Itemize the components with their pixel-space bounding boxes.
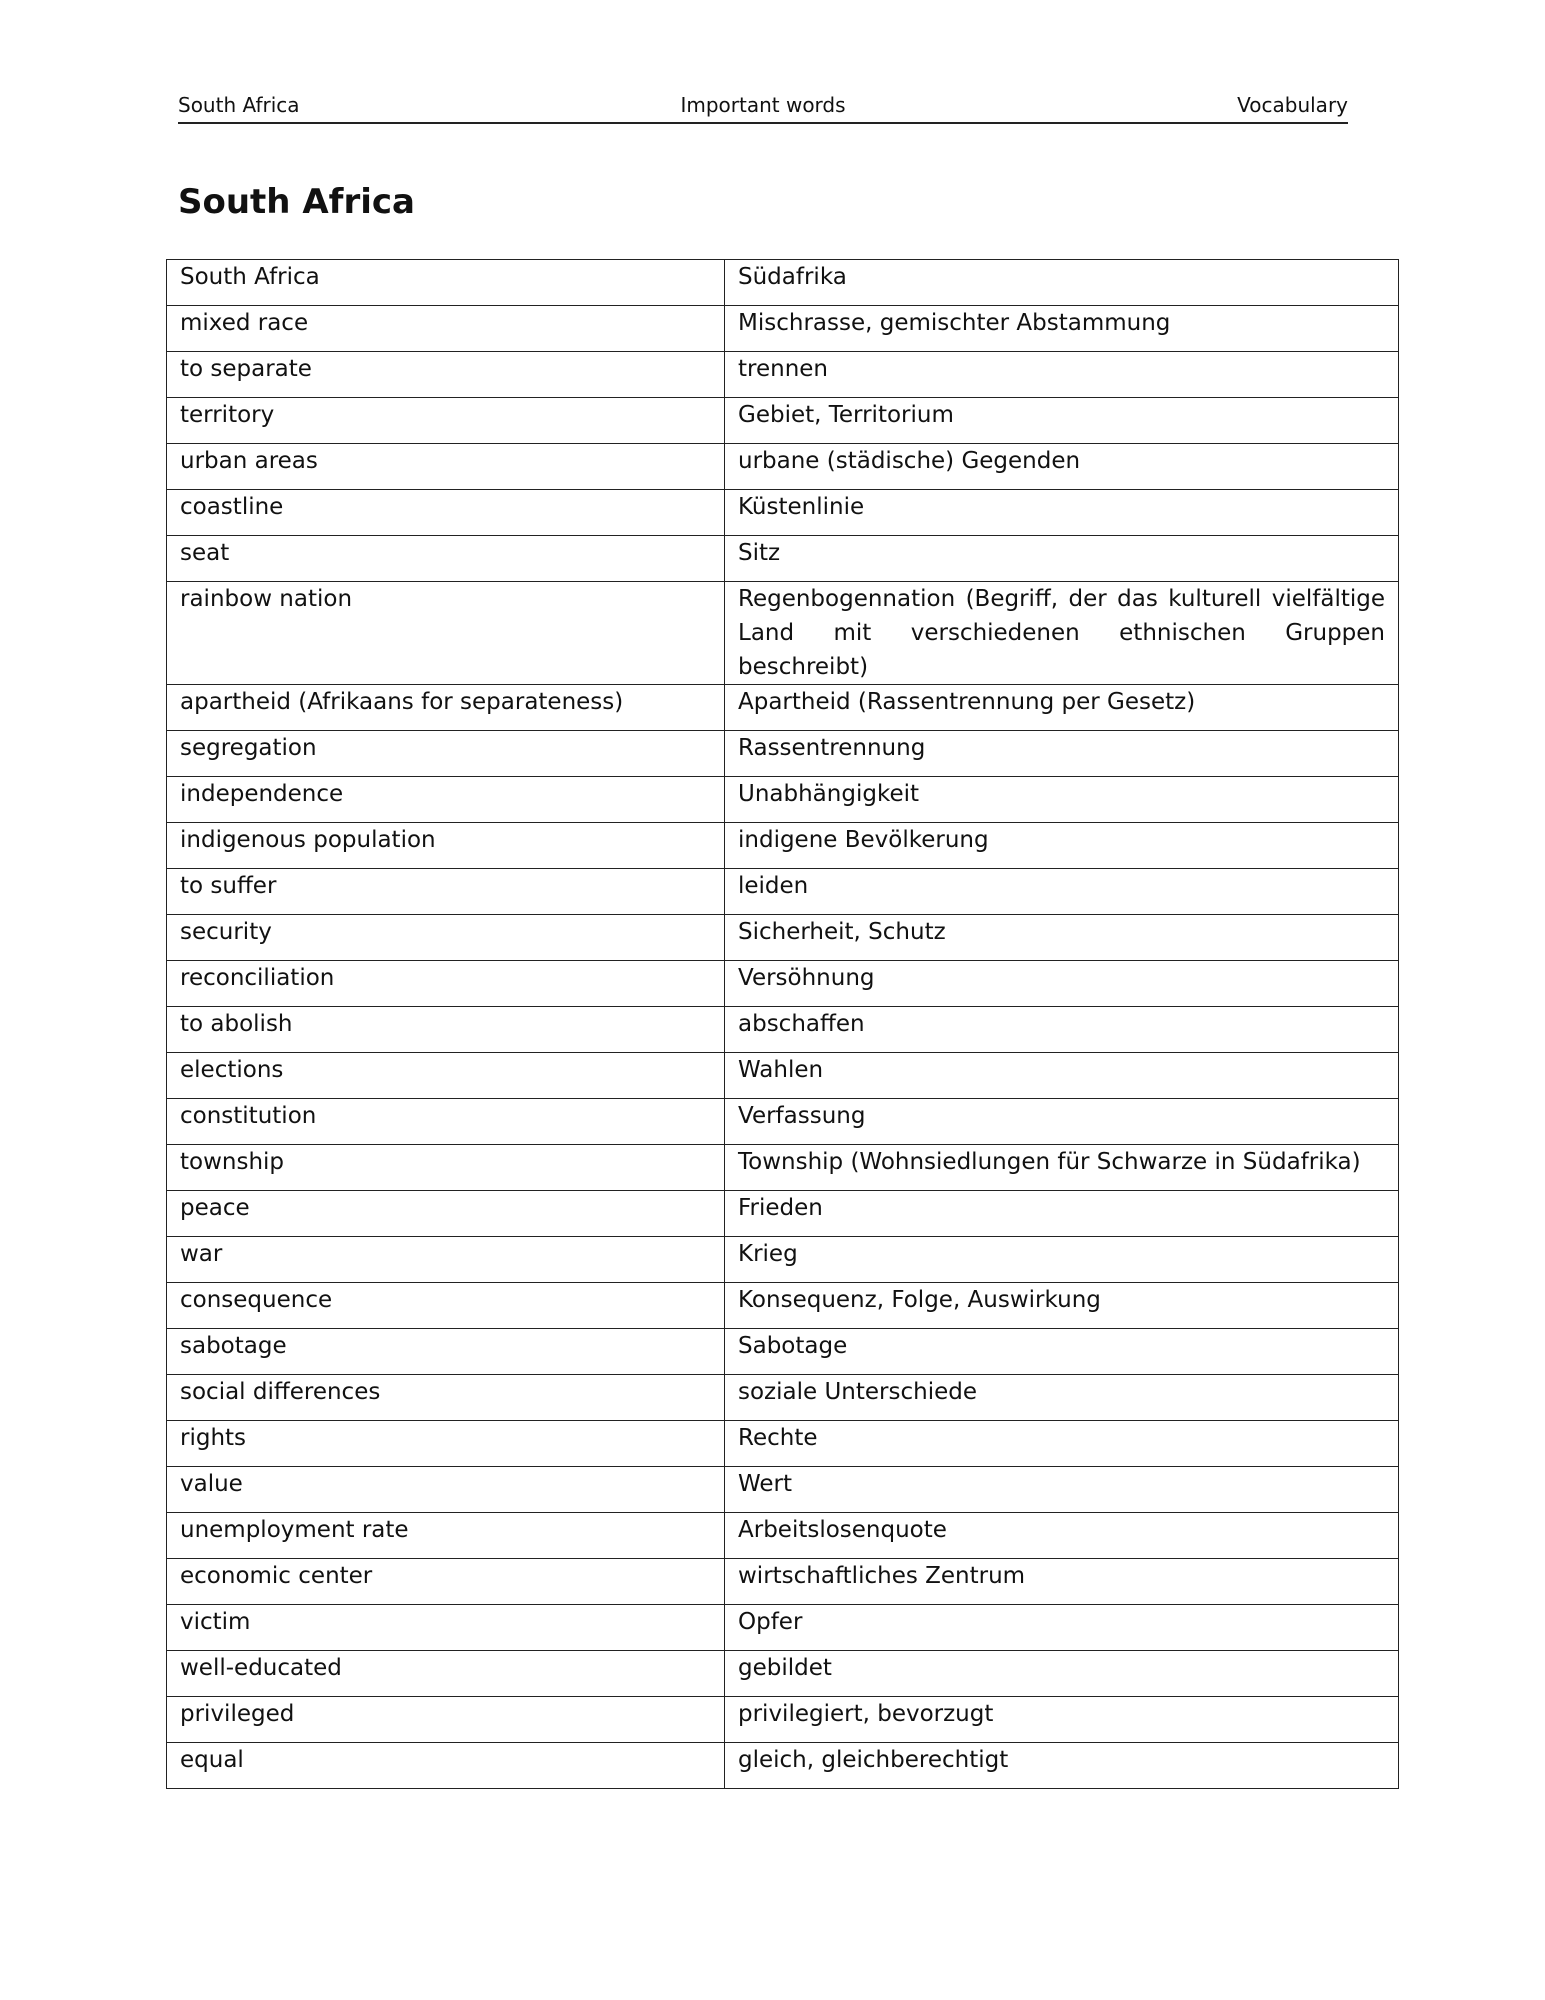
english-term: territory: [167, 398, 725, 444]
header-left-text: South Africa: [178, 93, 300, 117]
table-row: [167, 777, 1399, 823]
german-translation: indigene Bevölkerung: [725, 823, 1399, 869]
german-translation: Apartheid (Rassentrennung per Gesetz): [725, 685, 1399, 731]
table-row: [167, 1743, 1399, 1789]
english-term: to separate: [167, 352, 725, 398]
english-term: peace: [167, 1191, 725, 1237]
english-term: rainbow nation: [167, 582, 725, 685]
table-row: [167, 915, 1399, 961]
page-title: South Africa: [178, 182, 415, 222]
english-term: coastline: [167, 490, 725, 536]
english-term: constitution: [167, 1099, 725, 1145]
german-translation: Verfassung: [725, 1099, 1399, 1145]
german-translation: Frieden: [725, 1191, 1399, 1237]
page-header: [178, 90, 1348, 124]
table-row: [167, 869, 1399, 915]
english-term: security: [167, 915, 725, 961]
english-term: to abolish: [167, 1007, 725, 1053]
table-row: [167, 1421, 1399, 1467]
table-row: [167, 1513, 1399, 1559]
vocabulary-table-body: [167, 260, 1399, 1789]
english-term: value: [167, 1467, 725, 1513]
german-translation: Krieg: [725, 1237, 1399, 1283]
table-row: [167, 961, 1399, 1007]
english-term: war: [167, 1237, 725, 1283]
table-row: [167, 536, 1399, 582]
german-translation: Mischrasse, gemischter Abstammung: [725, 306, 1399, 352]
table-row: [167, 1283, 1399, 1329]
german-translation: privilegiert, bevorzugt: [725, 1697, 1399, 1743]
german-translation: abschaffen: [725, 1007, 1399, 1053]
table-row: [167, 490, 1399, 536]
english-term: rights: [167, 1421, 725, 1467]
german-translation: Küstenlinie: [725, 490, 1399, 536]
german-translation: Wahlen: [725, 1053, 1399, 1099]
german-translation: Opfer: [725, 1605, 1399, 1651]
english-term: urban areas: [167, 444, 725, 490]
english-term: township: [167, 1145, 725, 1191]
english-term: indigenous population: [167, 823, 725, 869]
table-row: [167, 823, 1399, 869]
german-translation: Arbeitslosenquote: [725, 1513, 1399, 1559]
english-term: South Africa: [167, 260, 725, 306]
german-translation: Sabotage: [725, 1329, 1399, 1375]
english-term: seat: [167, 536, 725, 582]
english-term: segregation: [167, 731, 725, 777]
table-row: [167, 1237, 1399, 1283]
table-row: [167, 352, 1399, 398]
table-row: [167, 1651, 1399, 1697]
table-row: [167, 1329, 1399, 1375]
german-translation: Sitz: [725, 536, 1399, 582]
german-translation: wirtschaftliches Zentrum: [725, 1559, 1399, 1605]
header-right-text: Vocabulary: [1237, 93, 1348, 117]
german-translation: soziale Unterschiede: [725, 1375, 1399, 1421]
table-row: [167, 1375, 1399, 1421]
table-row: [167, 260, 1399, 306]
table-row: [167, 1191, 1399, 1237]
german-translation: leiden: [725, 869, 1399, 915]
english-term: social differences: [167, 1375, 725, 1421]
table-row: [167, 398, 1399, 444]
german-translation: gebildet: [725, 1651, 1399, 1697]
german-translation: urbane (städische) Gegenden: [725, 444, 1399, 490]
english-term: to suffer: [167, 869, 725, 915]
english-term: reconciliation: [167, 961, 725, 1007]
german-translation: Sicherheit, Schutz: [725, 915, 1399, 961]
english-term: elections: [167, 1053, 725, 1099]
german-translation: Versöhnung: [725, 961, 1399, 1007]
table-row: [167, 685, 1399, 731]
german-translation: Rechte: [725, 1421, 1399, 1467]
table-row: [167, 1145, 1399, 1191]
english-term: sabotage: [167, 1329, 725, 1375]
english-term: equal: [167, 1743, 725, 1789]
header-center-text: Important words: [680, 93, 846, 117]
german-translation: trennen: [725, 352, 1399, 398]
table-row: [167, 1007, 1399, 1053]
german-translation: Wert: [725, 1467, 1399, 1513]
german-translation: gleich, gleichberechtigt: [725, 1743, 1399, 1789]
table-row: [167, 444, 1399, 490]
german-translation: Regenbogennation (Begriff, der das kulturell vielfältige Land mit verschiedenen ethnischen Gruppen beschreibt): [725, 582, 1399, 685]
english-term: apartheid (Afrikaans for separateness): [167, 685, 725, 731]
table-row: [167, 1467, 1399, 1513]
german-translation: Südafrika: [725, 260, 1399, 306]
german-translation: Township (Wohnsiedlungen für Schwarze in Südafrika): [725, 1145, 1399, 1191]
table-row: [167, 1605, 1399, 1651]
english-term: consequence: [167, 1283, 725, 1329]
english-term: mixed race: [167, 306, 725, 352]
table-row: [167, 1099, 1399, 1145]
table-row: [167, 1053, 1399, 1099]
german-translation: Unabhängigkeit: [725, 777, 1399, 823]
german-translation: Gebiet, Territorium: [725, 398, 1399, 444]
english-term: privileged: [167, 1697, 725, 1743]
english-term: economic center: [167, 1559, 725, 1605]
english-term: unemployment rate: [167, 1513, 725, 1559]
german-translation: Rassentrennung: [725, 731, 1399, 777]
german-translation: Konsequenz, Folge, Auswirkung: [725, 1283, 1399, 1329]
table-row: [167, 306, 1399, 352]
vocabulary-table: [166, 259, 1399, 1789]
english-term: well-educated: [167, 1651, 725, 1697]
english-term: independence: [167, 777, 725, 823]
table-row: [167, 1559, 1399, 1605]
english-term: victim: [167, 1605, 725, 1651]
table-row: [167, 1697, 1399, 1743]
table-row: [167, 731, 1399, 777]
table-row: [167, 582, 1399, 685]
